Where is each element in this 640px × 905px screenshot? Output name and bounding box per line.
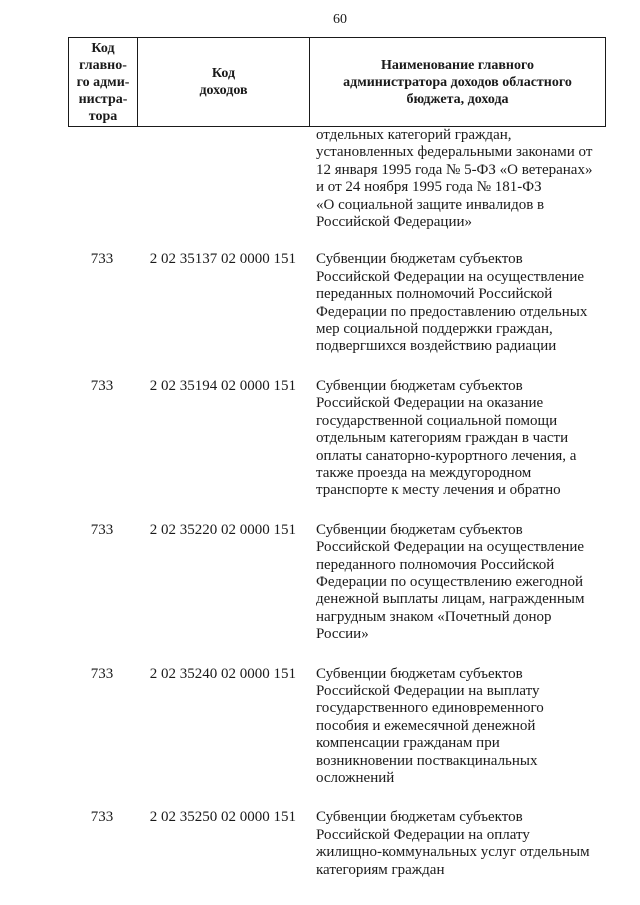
admin-code: 733 (90, 251, 114, 268)
header-admin-code: Код главно- го адми- нистра- тора (76, 40, 130, 124)
revenue-code: 2 02 35250 02 0000 151 (149, 809, 296, 826)
table-row (68, 809, 606, 879)
revenue-name: отдельных категорий граждан, установленных федеральными законами от 12 января 1995 года № 5-ФЗ «О ветеранах» и от 24 ноября 1995 года № 181-ФЗ «О социальной защите инвалидов в Российской Федерации» (316, 127, 593, 231)
revenue-name: Субвенции бюджетам субъектов Российской Федерации на оплату жилищно-коммунальных услуг отдельным категориям граждан (316, 809, 590, 878)
revenue-name: Субвенции бюджетам субъектов Российской Федерации на осуществление переданных полномочий Российской Федерации по предоставлению отдельных мер социальной поддержки граждан, подвергшихся воздействию радиации (316, 251, 588, 355)
header-revenue-code: Код доходов (137, 38, 309, 126)
table-row (68, 127, 606, 231)
revenue-code: 2 02 35137 02 0000 151 (149, 251, 296, 268)
table-body (68, 127, 606, 901)
revenue-code: 2 02 35220 02 0000 151 (149, 521, 296, 538)
revenue-code: 2 02 35194 02 0000 151 (149, 377, 296, 394)
admin-code (68, 127, 136, 231)
revenue-name: Субвенции бюджетам субъектов Российской Федерации на оказание государственной социальной помощи отдельным категориям граждан в части оплаты санаторно-курортного лечения, а также проезда на междугородном транспорте к месту лечения и обратно (316, 377, 577, 499)
revenue-code: 2 02 35240 02 0000 151 (149, 665, 296, 682)
revenue-code (136, 127, 308, 231)
page-number: 60 (333, 12, 347, 27)
table-header (68, 37, 606, 127)
revenue-name: Субвенции бюджетам субъектов Российской Федерации на выплату государственного единовременного пособия и ежемесячной денежной компенсации гражданам при возникновении поствакцинальных осложнений (316, 665, 544, 786)
table-row (68, 666, 606, 788)
header-name: Наименование главного администратора доходов областного бюджета, дохода (309, 38, 605, 126)
admin-code: 733 (90, 521, 114, 538)
table-row (68, 378, 606, 500)
admin-code: 733 (90, 809, 114, 826)
admin-code: 733 (90, 665, 114, 682)
table-row (68, 522, 606, 644)
admin-code: 733 (90, 377, 114, 394)
revenue-name: Субвенции бюджетам субъектов Российской Федерации на осуществление переданного полномочия Российской Федерации по осуществлению ежегодной денежной выплаты лицам, награжденным нагрудным знаком «Почетный донор России» (316, 521, 585, 643)
table-row (68, 251, 606, 355)
